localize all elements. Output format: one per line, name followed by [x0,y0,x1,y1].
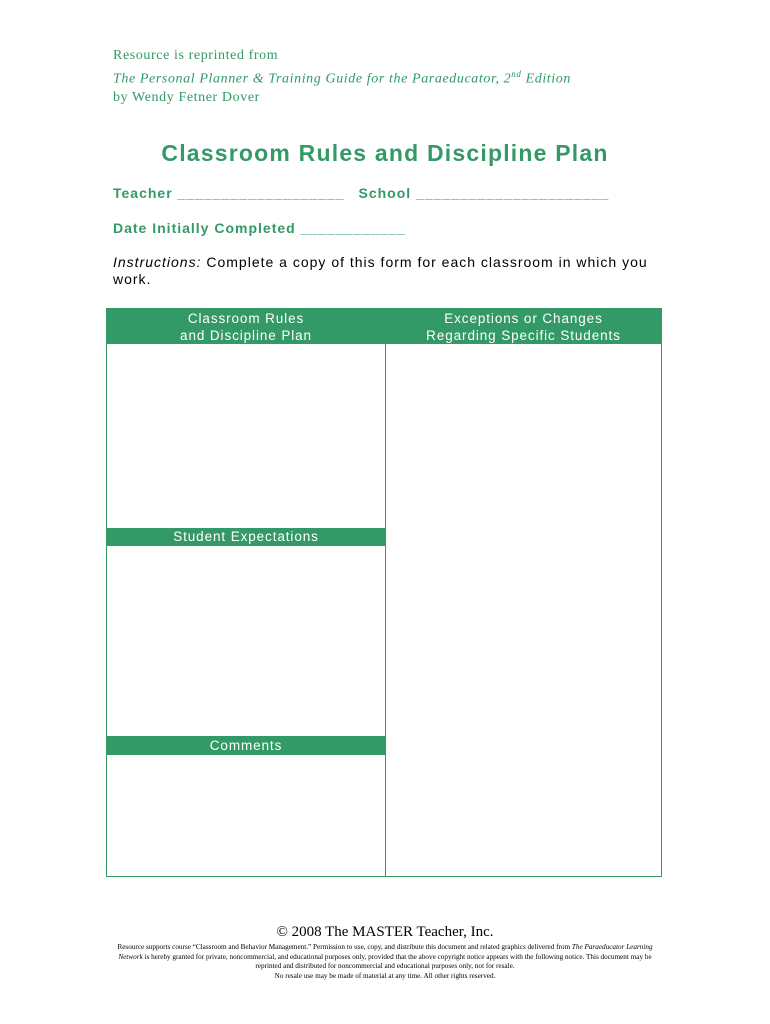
instructions [113,254,653,288]
student-expectations-bar: Student Expectations [107,528,385,546]
exceptions-writing-area[interactable] [386,345,661,876]
copyright: © 2008 The MASTER Teacher, Inc. [276,924,494,940]
rights-notice: No resale use may be made of material at any time. All other rights reserved. [274,971,496,980]
teacher-school-row [113,185,609,201]
instructions-lead: Instructions: [113,254,202,270]
source-line: Resource is reprinted from [113,48,279,63]
rules-writing-area[interactable] [107,345,385,528]
page-title: Classroom Rules and Discipline Plan [161,140,609,166]
comments-writing-area[interactable] [107,755,385,876]
source-book-title: The Personal Planner & Training Guide for the Paraeducator, 2nd Edition [113,69,571,87]
student-expectations-writing-area[interactable] [107,546,385,736]
source-author: by Wendy Fetner Dover [113,89,260,105]
school-field[interactable]: School ______________________ [358,185,610,201]
instructions-text: Complete a copy of this form for each classroom in which you work. [113,254,648,287]
col2-header: Exceptions or Changes Regarding Specific Students [426,311,621,343]
plan-table [106,308,662,877]
source-header [113,47,571,107]
teacher-field[interactable]: Teacher ___________________ [113,185,345,201]
date-row [113,220,406,236]
date-completed-field[interactable]: Date Initially Completed ____________ [113,220,407,236]
table-header-bar [107,309,661,344]
footer [0,924,770,981]
col1-header: Classroom Rules and Discipline Plan [180,311,312,343]
usage-notice: Resource supports course “Classroom and Behavior Management.” Permission to use, copy, and distribute this document and related graphics delivered from The Paraeducator Learning Network is hereby granted for private, noncommercial, and educational purposes only, provided that the above copyright notice appears with the following notice. This document may be reprinted and distributed for noncommercial and educational purposes only, not for resale. No resale use may be made of material at any time. All other rights reserved. [113,943,658,981]
comments-bar: Comments [107,736,385,755]
